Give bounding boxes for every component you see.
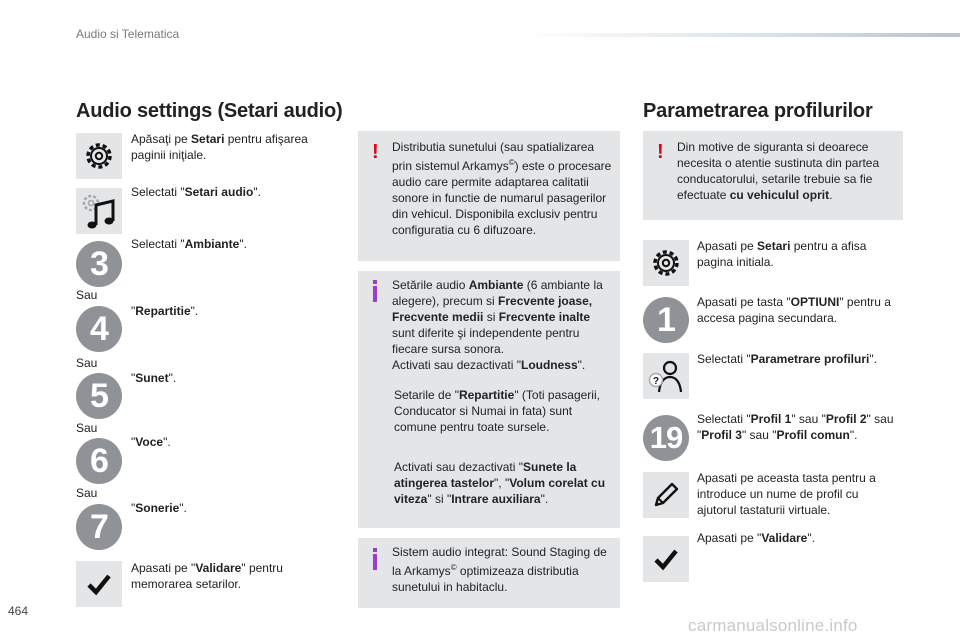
step-number-6: 6 bbox=[76, 438, 122, 484]
gear-icon bbox=[82, 139, 116, 173]
step-audio-text: Selectati "Setari audio". bbox=[131, 185, 261, 199]
profile-step-options-text: Apasati pe tasta "OPTIUNI" pentru a accesa pagina secundara. bbox=[697, 295, 891, 325]
gear-icon bbox=[649, 246, 683, 280]
step-validate-text: Apasati pe "Validare" pentru memorarea setarilor. bbox=[131, 561, 283, 591]
or-label: Sau bbox=[76, 356, 98, 370]
sound-staging-info-text: Sistem audio integrat: Sound Staging de la Arkamys© optimizeaza distributia sunetului in habitaclu. bbox=[392, 545, 607, 594]
checkmark-icon bbox=[652, 545, 680, 573]
profile-icon-box bbox=[643, 353, 689, 399]
or-label: Sau bbox=[76, 486, 98, 500]
warning-icon: ! bbox=[657, 141, 664, 163]
step-sunet-text: "Sunet". bbox=[131, 371, 177, 385]
profile-step-validate-text: Apasati pe "Validare". bbox=[697, 531, 815, 545]
step-number-5: 5 bbox=[76, 373, 122, 419]
step-number-4: 4 bbox=[76, 306, 122, 352]
checkmark-icon bbox=[85, 570, 113, 598]
safety-warning-text: Din motive de siguranta si deoarece necesita o atentie sustinuta din partea conducatorului, setarile trebuie sa fie efectuate cu vehiculul oprit. bbox=[677, 140, 880, 202]
step-number-19: 19 bbox=[643, 415, 689, 461]
audio-settings-title: Audio settings (Setari audio) bbox=[76, 100, 343, 122]
or-label: Sau bbox=[76, 421, 98, 435]
settings-gear-icon-box bbox=[76, 133, 122, 179]
toggles-info-text: Activati sau dezactivati "Sunete la atingerea tastelor", "Volum corelat cu viteza" si "Intrare auxiliara". bbox=[394, 460, 606, 506]
header-rule bbox=[520, 33, 960, 37]
audio-settings-icon-box bbox=[76, 188, 122, 234]
info-icon bbox=[373, 286, 377, 302]
step-voce-text: "Voce". bbox=[131, 435, 171, 449]
step-ambiante-text: Selectati "Ambiante". bbox=[131, 237, 247, 251]
profile-step-settings-text: Apasati pe Setari pentru a afisa pagina initiala. bbox=[697, 239, 867, 269]
info-icon bbox=[373, 554, 377, 570]
gear-music-note-icon bbox=[79, 191, 119, 231]
validate-icon-box bbox=[643, 536, 689, 582]
step-sonerie-text: "Sonerie". bbox=[131, 501, 187, 515]
user-profile-icon bbox=[646, 356, 686, 396]
edit-name-icon-box bbox=[643, 472, 689, 518]
warning-icon: ! bbox=[372, 141, 379, 163]
step-repartitie-text: "Repartitie". bbox=[131, 304, 199, 318]
site-watermark: carmanualsonline.info bbox=[688, 616, 858, 635]
settings-gear-icon-box bbox=[643, 240, 689, 286]
panel-gap bbox=[358, 261, 620, 271]
step-settings-text: Apăsaţi pe Setari pentru afişarea paginii iniţiale. bbox=[131, 132, 308, 162]
spatialization-warning-text: Distributia sunetului (sau spatializarea prin sistemul Arkamys©) este o procesare audio care permite adaptarea calitatii sonore in functie de numarul pasagerilor din vehicul. Disponibila exclusiv pentru configuratia cu 6 difuzoare. bbox=[392, 140, 612, 237]
repartitie-info-text: Setarile de "Repartitie" (Toti pasagerii, Conducator si Numai in fata) sunt comune pentru toate sursele. bbox=[394, 388, 600, 434]
section-header: Audio si Telematica bbox=[76, 27, 180, 41]
page-number: 464 bbox=[8, 604, 29, 618]
step-number-1: 1 bbox=[643, 297, 689, 343]
or-label: Sau bbox=[76, 288, 98, 302]
ambiante-info-text: Setările audio Ambiante (6 ambiante la alegere), precum si Frecvente joase, Frecvente medii si Frecvente inalte sunt diferite şi independente pentru fiecare sursa sonora. Activati sau dezactivati "Loudness". bbox=[392, 278, 603, 372]
profile-step-select-text: Selectati "Profil 1" sau "Profil 2" sau "Profil 3" sau "Profil comun". bbox=[697, 412, 894, 442]
validate-icon-box bbox=[76, 561, 122, 607]
step-number-3: 3 bbox=[76, 241, 122, 287]
profile-question-mark: ? bbox=[652, 376, 660, 387]
step-number-7: 7 bbox=[76, 504, 122, 550]
profiles-title: Parametrarea profilurilor bbox=[643, 100, 873, 122]
panel-gap bbox=[358, 528, 620, 538]
profile-step-parametrare-text: Selectati "Parametrare profiluri". bbox=[697, 352, 877, 366]
pencil-icon bbox=[650, 479, 682, 511]
profile-step-rename-text: Apasati pe aceasta tasta pentru a introduce un nume de profil cu ajutorul tastaturii virtuale. bbox=[697, 471, 876, 517]
